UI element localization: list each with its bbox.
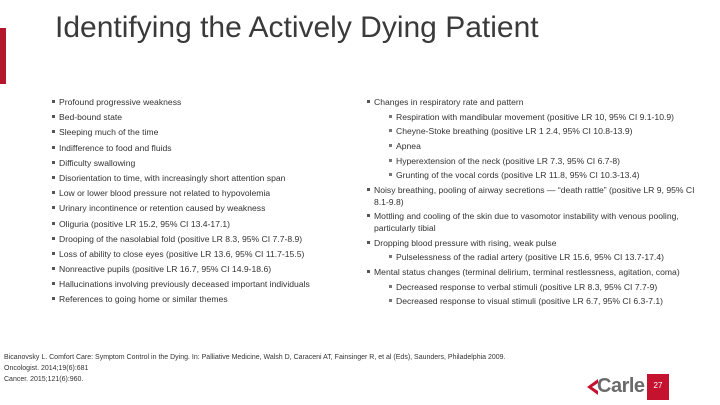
sub-list-item: Respiration with mandibular movement (positive LR 10, 95% CI 9.1-10.9) [367, 112, 707, 124]
list-item: Bed-bound state [52, 112, 352, 124]
list-item: Dropping blood pressure with rising, weak pulse [367, 238, 707, 250]
list-item: Disorientation to time, with increasingly short attention span [52, 173, 352, 185]
left-bullet-list [52, 97, 352, 310]
list-item: References to going home or similar themes [52, 294, 352, 306]
list-item: Sleeping much of the time [52, 127, 352, 139]
sub-list-item: Hyperextension of the neck (positive LR 7.3, 95% CI 6.7-8) [367, 156, 707, 168]
right-bullet-list [367, 97, 707, 311]
sub-list-item: Cheyne-Stoke breathing (positive LR 1 2.4, 95% CI 10.8-13.9) [367, 126, 707, 138]
page-number: 27 [647, 374, 669, 400]
sub-list-item: Grunting of the vocal cords (positive LR 11.8, 95% CI 10.3-13.4) [367, 170, 707, 182]
list-item: Loss of ability to close eyes (positive LR 13.6, 95% CI 11.7-15.5) [52, 249, 352, 261]
list-item: Changes in respiratory rate and pattern [367, 97, 707, 109]
list-item: Noisy breathing, pooling of airway secretions — “death rattle” (positive LR 9, 95% CI 8.1-9.8) [367, 185, 707, 208]
list-item: Oliguria (positive LR 15.2, 95% CI 13.4-17.1) [52, 219, 352, 231]
sub-list-item: Apnea [367, 141, 707, 153]
list-item: Indifference to food and fluids [52, 143, 352, 155]
carle-logo [583, 374, 643, 400]
reference-item: Oncologist. 2014;19(6):681 [4, 365, 89, 372]
list-item: Urinary incontinence or retention caused by weakness [52, 203, 352, 215]
list-item: Profound progressive weakness [52, 97, 352, 109]
slide-title: Identifying the Actively Dying Patient [55, 11, 539, 44]
list-item: Difficulty swallowing [52, 158, 352, 170]
sub-list-item: Pulselessness of the radial artery (positive LR 15.6, 95% CI 13.7-17.4) [367, 252, 707, 264]
list-item: Nonreactive pupils (positive LR 16.7, 95% CI 14.9-18.6) [52, 264, 352, 276]
sub-list-item: Decreased response to verbal stimuli (positive LR 8.3, 95% CI 7.7-9) [367, 282, 707, 294]
accent-bar [0, 28, 6, 84]
list-item: Mottling and cooling of the skin due to vasomotor instability with venous pooling, particularly tibial [367, 211, 707, 234]
reference-item: Bicanovsky L. Comfort Care: Symptom Control in the Dying. In: Palliative Medicine, Walsh D, Caraceni AT, Fainsinger R, et al (Eds), Saunders, Philadelphia 2009. [4, 354, 506, 361]
list-item: Drooping of the nasolabial fold (positive LR 8.3, 95% CI 7.7-8.9) [52, 234, 352, 246]
list-item: Mental status changes (terminal delirium, terminal restlessness, agitation, coma) [367, 267, 707, 279]
list-item: Low or lower blood pressure not related to hypovolemia [52, 188, 352, 200]
reference-item: Cancer. 2015;121(6):960. [4, 376, 84, 383]
sub-list-item: Decreased response to visual stimuli (positive LR 6.7, 95% CI 6.3-7.1) [367, 296, 707, 308]
logo-text: Carle [597, 375, 645, 397]
references [4, 352, 604, 385]
list-item: Hallucinations involving previously deceased important individuals [52, 279, 352, 291]
